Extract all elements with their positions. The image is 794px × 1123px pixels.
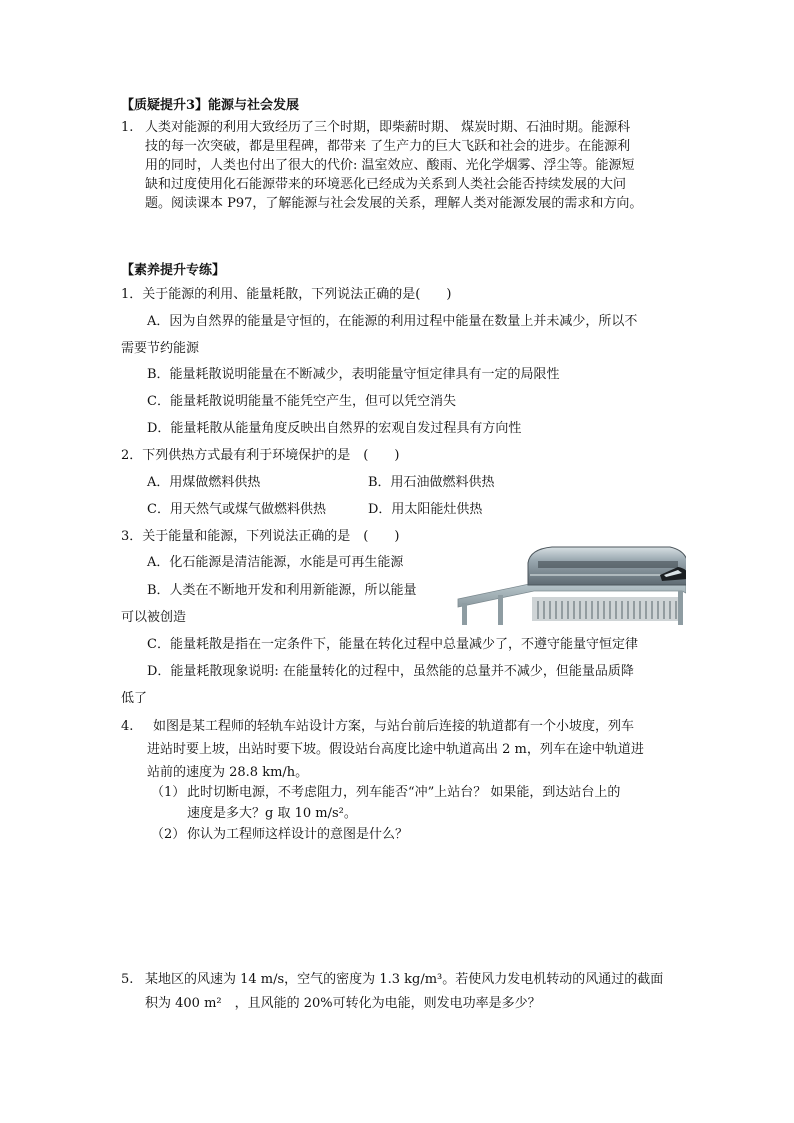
- subquestion-text: 此时切断电源，不考虑阻力，列车能否“冲”上站台？ 如果能，到达站台上的: [187, 785, 621, 800]
- option-b: B．人类在不断地开发和利用新能源，所以能量: [147, 583, 417, 598]
- paragraph-line: 人类对能源的利用大致经历了三个时期，即柴薪时期、 煤炭时期、石油时期。能源科: [145, 120, 631, 135]
- question-number: 4.: [121, 719, 134, 734]
- question-number: 5.: [121, 972, 134, 987]
- option-c: C．能量耗散是指在一定条件下，能量在转化过程中总量减少了，不遵守能量守恒定律: [147, 637, 638, 652]
- option-b: B．用石油做燃料供热: [368, 475, 495, 490]
- section2-title: 【素养提升专练】: [121, 263, 226, 278]
- light-rail-station-illustration: [456, 545, 686, 627]
- option-d-continued: 低了: [121, 691, 148, 706]
- subquestion-number: （2）: [151, 827, 186, 842]
- subquestion-text: 你认为工程师这样设计的意图是什么？: [187, 827, 409, 842]
- question-text: 某地区的风速为 14 m/s，空气的密度为 1.3 kg/m³。若使风力发电机转动的风通过的截面: [145, 972, 664, 987]
- option-b-continued: 可以被创造: [121, 610, 187, 625]
- question-stem: 2．下列供热方式最有利于环境保护的是 ( ): [121, 448, 400, 463]
- section1-title: 【质疑提升3】能源与社会发展: [121, 98, 300, 113]
- paragraph-line: 用的同时，人类也付出了很大的代价: 温室效应、酸雨、光化学烟雾、浮尘等。能源短: [145, 158, 635, 173]
- option-a: A．化石能源是清洁能源，水能是可再生能源: [147, 555, 404, 570]
- question-text: 积为 400 m² ，且风能的 20%可转化为电能，则发电功率是多少？: [145, 996, 541, 1011]
- item-number: 1.: [121, 120, 134, 135]
- subquestion-text: 速度是多大？g 取 10 m/s²。: [187, 806, 357, 821]
- question-text: 如图是某工程师的轻轨车站设计方案，与站台前后连接的轨道都有一个小坡度，列车: [153, 719, 635, 734]
- paragraph-line: 技的每一次突破，都是里程碑，都带来 了生产力的巨大飞跃和社会的进步。在能源利: [145, 139, 631, 154]
- option-b: B．能量耗散说明能量在不断减少，表明能量守恒定律具有一定的局限性: [147, 367, 560, 382]
- question-stem: 1．关于能源的利用、能量耗散，下列说法正确的是( ): [121, 287, 452, 302]
- option-a: A．因为自然界的能量是守恒的，在能源的利用过程中能量在数量上并未减少，所以不: [147, 314, 638, 329]
- option-c: C．能量耗散说明能量不能凭空产生，但可以凭空消失: [147, 394, 456, 409]
- paragraph-line: 题。阅读课本 P97，了解能源与社会发展的关系，理解人类对能源发展的需求和方向。: [145, 196, 643, 211]
- station-base: [532, 597, 682, 621]
- option-d: D．能量耗散现象说明: 在能量转化的过程中，虽然能的总量并不减少，但能量品质降: [147, 664, 634, 679]
- question-stem: 3．关于能量和能源，下列说法正确的是 ( ): [121, 529, 400, 544]
- subquestion-number: （1）: [151, 785, 186, 800]
- question-text: 站前的速度为 28.8 km/h。: [147, 765, 309, 780]
- option-c: C．用天然气或煤气做燃料供热: [147, 502, 326, 517]
- option-a: A．用煤做燃料供热: [147, 475, 261, 490]
- option-d: D．用太阳能灶供热: [368, 502, 483, 517]
- question-text: 进站时要上坡，出站时要下坡。假设站台高度比途中轨道高出 2 m，列车在途中轨道进: [147, 742, 644, 757]
- option-d: D．能量耗散从能量角度反映出自然界的宏观自发过程具有方向性: [147, 421, 522, 436]
- option-a-continued: 需要节约能源: [121, 341, 200, 356]
- paragraph-line: 缺和过度使用化石能源带来的环境恶化已经成为关系到人类社会能否持续发展的大问: [145, 177, 627, 192]
